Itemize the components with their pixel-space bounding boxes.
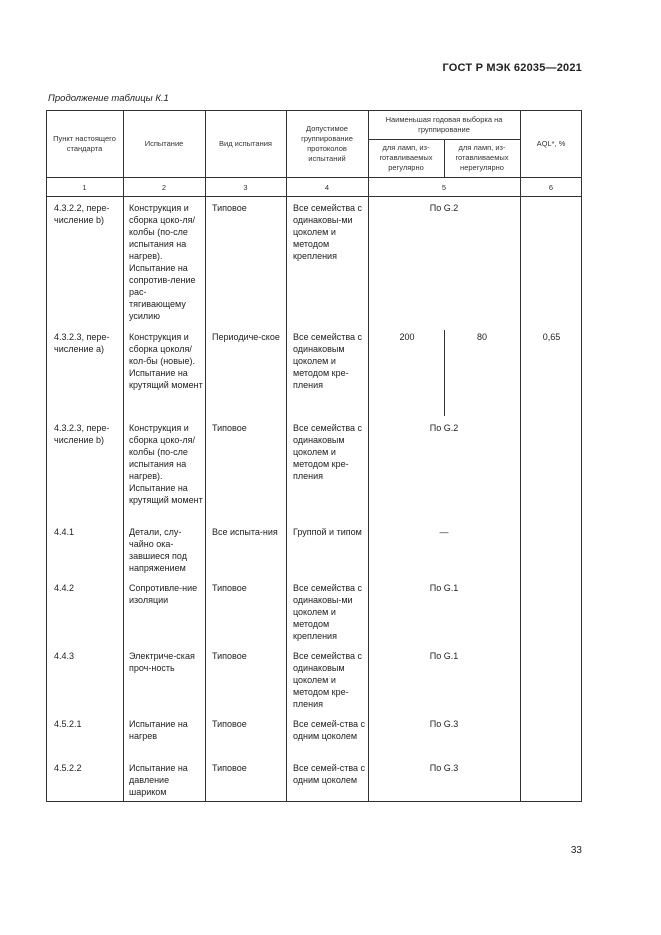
row-sample: —	[439, 527, 449, 537]
column-divider	[205, 110, 206, 802]
header-grouping: Допустимое группирование протоколов испытаний	[301, 123, 353, 163]
page-number: 33	[570, 845, 582, 856]
row-test-type: Типовое	[212, 583, 247, 593]
header-clause: Пункт настоящего стандарта	[53, 133, 116, 153]
row-sample: По G.1	[429, 651, 459, 661]
standard-designation: ГОСТ Р МЭК 62035—2021	[442, 62, 582, 74]
column-number: 6	[548, 183, 554, 192]
row-test: Электриче-ская проч-ность	[129, 651, 195, 673]
row-sample: По G.2	[429, 423, 459, 433]
number-row-bottom-line	[46, 196, 582, 197]
column-number: 1	[82, 183, 87, 192]
row-grouping: Все семейства с одинаковым цоколем и методом кре-пления	[293, 423, 363, 481]
row-test-type: Все испыта-ния	[212, 527, 278, 537]
column-number: 2	[161, 183, 167, 192]
row-clause: 4.4.2	[54, 583, 75, 593]
row-test: Конструкция и сборка цоко-ля/колбы (по-сле испытания на нагрев). Испытание на сопротив-ление рас-тягивающему усилию	[129, 203, 196, 321]
row-clause: 4.5.2.2	[54, 763, 82, 773]
column-divider	[286, 110, 287, 802]
row-test: Конструкция и сборка цоко-ля/колбы (по-сле испытания на нагрев). Испытание на крутящий момент	[129, 423, 203, 505]
row-clause: 4.3.2.3, пере-числение b)	[54, 423, 110, 445]
column-divider	[123, 110, 124, 802]
row-sample: По G.1	[429, 583, 459, 593]
row-grouping: Все семейства с одинаковым цоколем и методом кре-пления	[293, 332, 363, 390]
row-clause: 4.4.3	[54, 651, 75, 661]
sample-subdivider	[444, 330, 445, 416]
column-number: 3	[243, 183, 248, 192]
header-sample: Наименьшая годовая выборка на группирование	[385, 114, 503, 134]
row-sample-regular: 200	[399, 332, 415, 342]
row-sample: По G.2	[429, 203, 459, 213]
row-grouping: Все семейства с одинаковы-ми цоколем и методом крепления	[293, 203, 363, 261]
header-test: Испытание	[144, 138, 184, 148]
header-sample-irregular: для ламп, из-готавливаемых нерегулярно	[455, 143, 509, 172]
header-aql: AQL*, %	[536, 138, 566, 148]
row-clause: 4.4.1	[54, 527, 75, 537]
header-bottom-line	[46, 177, 582, 178]
row-test-type: Типовое	[212, 651, 247, 661]
column-divider	[520, 110, 521, 802]
row-clause: 4.5.2.1	[54, 719, 82, 729]
row-clause: 4.3.2.3, пере-числение a)	[54, 332, 110, 354]
column-number: 5	[441, 183, 447, 192]
row-clause: 4.3.2.2, пере-числение b)	[54, 203, 110, 225]
row-sample: По G.3	[429, 719, 459, 729]
row-grouping: Группой и типом	[293, 527, 362, 537]
column-number: 4	[324, 183, 330, 192]
table-caption: Продолжение таблицы К.1	[48, 93, 169, 104]
row-test-type: Типовое	[212, 719, 247, 729]
row-test: Сопротивле-ние изоляции	[129, 583, 198, 605]
row-test: Испытание на нагрев	[129, 719, 188, 741]
row-test: Конструкция и сборка цоколя/кол-бы (новые). Испытание на крутящий момент	[129, 332, 203, 390]
row-grouping: Все семей-ства с одним цоколем	[293, 719, 366, 741]
row-sample: По G.3	[429, 763, 459, 773]
row-test: Детали, слу-чайно ока-завшиеся под напряжением	[129, 527, 187, 573]
row-test-type: Периодиче-ское	[212, 332, 280, 342]
row-test: Испытание на давление шариком	[129, 763, 188, 797]
header-sample-regular: для ламп, из-готавливаемых регулярно	[379, 143, 433, 172]
row-grouping: Все семей-ства с одним цоколем	[293, 763, 366, 785]
row-test-type: Типовое	[212, 203, 247, 213]
subcolumn-divider	[444, 139, 445, 177]
row-sample-irregular: 80	[476, 332, 487, 342]
row-grouping: Все семейства с одинаковым цоколем и методом кре-пления	[293, 651, 363, 709]
row-test-type: Типовое	[212, 423, 247, 433]
header-test-type: Вид испытания	[219, 138, 272, 148]
row-test-type: Типовое	[212, 763, 247, 773]
row-aql: 0,65	[542, 332, 561, 342]
row-grouping: Все семейства с одинаковы-ми цоколем и методом крепления	[293, 583, 363, 641]
